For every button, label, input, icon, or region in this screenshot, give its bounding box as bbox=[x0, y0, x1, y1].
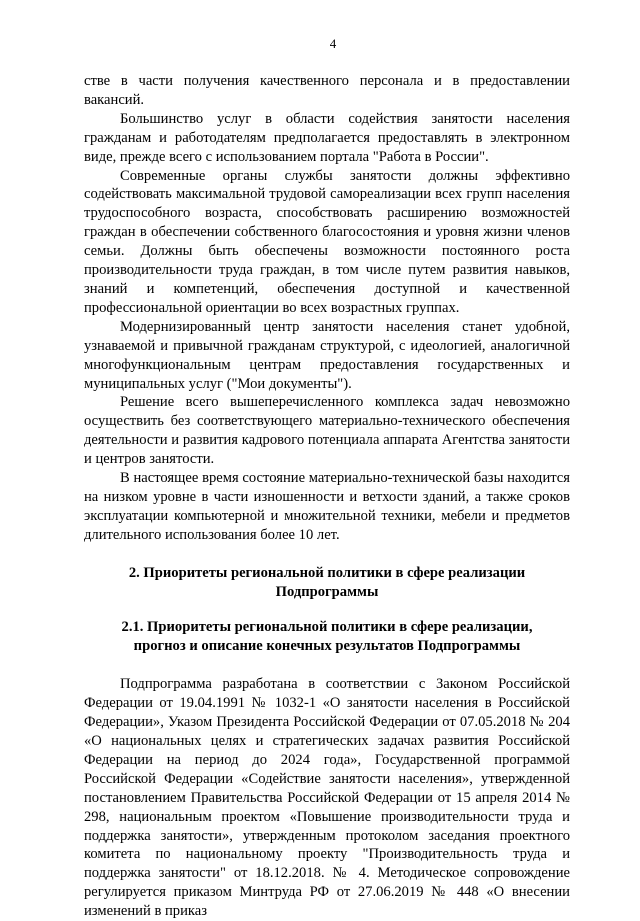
page-number: 4 bbox=[329, 36, 337, 51]
paragraph-bottom: Подпрограмма разработана в соответствии с Законом Российской Федерации от 19.04.1991 № 1032-1 «О занятости населения в Российской Федерации», Указом Президента Российской Федерации от 07.05.2018 № 204 «О национальных целях и стратегических задачах развития Российской Федерации на период до 2024 года», Государственной программой Российской Федерации «Содействие занятости населения», утвержденной постановлением Правительства Российской Федерации от 15 апреля 2014 № 298, национальным проектом «Повышение производительности труда и поддержка занятости», утвержденным протоколом заседания проектного комитета по национальному проекту "Производительность труда и поддержка занятости" от 18.12.2018. № 4. Методическое сопровождение регулируется приказом Минтруда РФ от 27.06.2019 № 448 «О внесении изменений в приказ bbox=[84, 676, 570, 920]
paragraph-6: В настоящее время состояние материально-технической базы находится на низком уровне в части изношенности и ветхости зданий, а также сроков эксплуатации компьютерной и множительной техники, мебели и предметов длительного использования более 10 лет. bbox=[84, 470, 570, 543]
section-heading bbox=[84, 564, 570, 602]
paragraph-2: Большинство услуг в области содействия занятости населения гражданам и работодателям предполагается предоставлять в электронном виде, прежде всего с использованием портала "Работа в России". bbox=[84, 110, 570, 165]
body-text-top bbox=[84, 72, 570, 545]
paragraph-5: Решение всего вышеперечисленного комплекса задач невозможно осуществить без соответствующего материально-технического обеспечения деятельности и развития кадрового потенциала аппарата Агентства занятости и центров занятости. bbox=[84, 394, 570, 468]
subsection-heading-line-1: 2.1. Приоритеты региональной политики в сфере реализации, bbox=[121, 619, 533, 636]
subsection-heading bbox=[84, 618, 570, 656]
subsection-heading-line-2: прогноз и описание конечных результатов Подпрограммы bbox=[133, 638, 521, 655]
paragraph-3: Современные органы службы занятости должны эффективно содействовать максимальной трудовой самореализации всех групп населения трудоспособного возраста, способствовать расширению возможностей граждан в обеспечении собственного благосостояния и уровня жизни членов семьи. Должны быть обеспечены возможности постоянного роста производительности труда граждан, в том числе путем развития навыков, знаний и компетенций, обеспечения доступной и качественной профессиональной ориентации во всех возрастных группах. bbox=[84, 167, 570, 316]
paragraph-1: стве в части получения качественного персонала и в предоставлении вакансий. bbox=[84, 73, 570, 108]
paragraph-4: Модернизированный центр занятости населения станет удобной, узнаваемой и привычной гражданам структурой, с идеологией, аналогичной многофункциональным центрам предоставления государственных и муниципальных услуг ("Мои документы"). bbox=[84, 318, 570, 392]
document-page bbox=[84, 36, 570, 921]
section-heading-line-2: Подпрограммы bbox=[275, 583, 379, 600]
section-heading-line-1: 2. Приоритеты региональной политики в сфере реализации bbox=[128, 564, 526, 581]
